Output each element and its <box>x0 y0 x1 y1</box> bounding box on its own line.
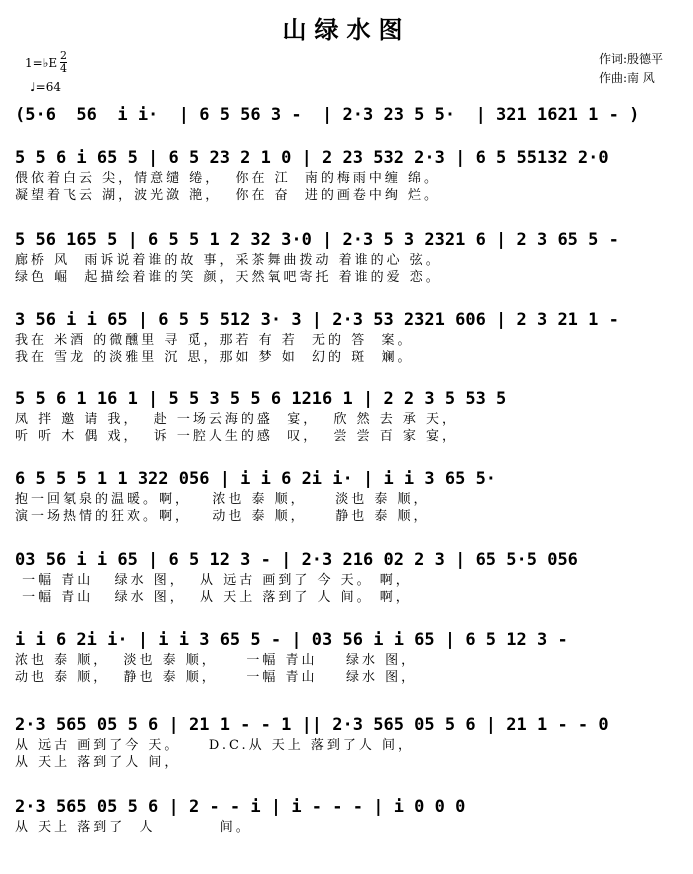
notes-line: 2·3 565 05 5 6 | 21 1 - - 1 || 2·3 565 05 5 6 | 21 1 - - 0 <box>15 715 609 735</box>
lyric-line-1: 从 远古 画到了今 天。 D.C.从 天上 落到了人 间， <box>15 738 415 753</box>
lyric-line-1: 从 天上 落到了 人 间。 <box>15 820 252 835</box>
time-denominator: 4 <box>60 62 67 75</box>
notes-line: 03 56 i i 65 | 6 5 12 3 - | 2·3 216 02 2 3 | 65 5·5 056 <box>15 550 578 570</box>
notes-line: 3 56 i i 65 | 6 5 5 512 3· 3 | 2·3 53 2321 606 | 2 3 21 1 - <box>15 310 619 330</box>
score-system <box>15 103 675 127</box>
credits <box>599 50 663 88</box>
notes-line: i i 6 2i i· | i i 3 65 5 - | 03 56 i i 65 | 6 5 12 3 - <box>15 630 568 650</box>
score-system <box>15 146 675 204</box>
lyric-line-2: 一幅 青山 绿水 图， 从 天上 落到了 人 间。 啊， <box>15 590 412 605</box>
key-label: 1=♭E <box>25 56 58 70</box>
notes-line: 5 5 6 i 65 5 | 6 5 23 2 1 0 | 2 23 532 2·3 | 6 5 55132 2·0 <box>15 148 609 168</box>
lyricist: 作词:殷德平 <box>598 52 663 66</box>
time-signature <box>60 50 67 75</box>
score-system <box>15 387 675 445</box>
key-signature <box>25 56 57 70</box>
time-numerator: 2 <box>60 49 67 62</box>
score-system <box>15 713 675 771</box>
score-system <box>15 548 675 606</box>
lyric-line-1: 廊桥 风 雨诉说着谁的故 事，采茶舞曲拨动 着谁的心 弦。 <box>15 253 442 268</box>
song-title: 山绿水图 <box>282 15 411 44</box>
score-system <box>15 467 675 525</box>
score-system <box>15 228 675 286</box>
lyric-line-2: 绿色 崛 起描绘着谁的笑 颜，天然氧吧寄托 着谁的爱 恋。 <box>15 270 442 285</box>
lyric-line-2: 我在 雪龙 的淡雅里 沉 思，那如 梦 如 幻的 斑 斓。 <box>15 350 414 365</box>
lyric-line-2: 从 天上 落到了人 间， <box>15 755 181 770</box>
lyric-line-1: 一幅 青山 绿水 图， 从 远古 画到了 今 天。 啊， <box>15 573 412 588</box>
tempo-marking: ♩=64 <box>30 80 61 94</box>
score-system <box>15 308 675 366</box>
notes-line: 2·3 565 05 5 6 | 2 - - i | i - - - | i 0 0 0 <box>15 797 466 817</box>
notes-line: (5·6 56 i i· | 6 5 56 3 - | 2·3 23 5 5· | 321 1621 1 - ) <box>15 105 640 125</box>
notes-line: 5 56 165 5 | 6 5 5 1 2 32 3·0 | 2·3 5 3 2321 6 | 2 3 65 5 - <box>15 230 619 250</box>
score-system <box>15 628 675 686</box>
lyric-line-1: 浓也 泰 顺， 淡也 泰 顺， 一幅 青山 绿水 图， <box>15 653 418 668</box>
lyric-line-1: 抱一回氡泉的温暖。啊， 浓也 泰 顺， 淡也 泰 顺， <box>15 492 430 507</box>
lyric-line-2: 演一场热情的狂欢。啊， 动也 泰 顺， 静也 泰 顺， <box>15 509 430 524</box>
lyric-line-1: 我在 米酒 的微醺里 寻 觅，那若 有 若 无的 答 案。 <box>15 333 414 348</box>
lyric-line-1: 偎依着白云 尖，情意缱 绻， 你在 江 南的梅雨中缠 绵。 <box>15 171 441 186</box>
lyric-line-2: 凝望着飞云 湖，波光潋 滟， 你在 奋 进的画卷中绚 烂。 <box>15 188 441 203</box>
lyric-line-2: 听 听 木 偶 戏， 诉 一腔人生的感 叹， 尝 尝 百 家 宴， <box>15 429 458 444</box>
score-system <box>15 795 675 836</box>
lyric-line-2: 动也 泰 顺， 静也 泰 顺， 一幅 青山 绿水 图， <box>15 670 418 685</box>
notes-line: 6 5 5 5 1 1 322 056 | i i 6 2i i· | i i 3 65 5· <box>15 469 497 489</box>
lyric-line-1: 凤 拌 邀 请 我， 赴 一场云海的盛 宴， 欣 然 去 承 天， <box>15 412 458 427</box>
notes-line: 5 5 6 1 16 1 | 5 5 3 5 5 6 1216 1 | 2 2 3 5 53 5 <box>15 389 507 409</box>
composer: 作曲:南 风 <box>598 71 655 85</box>
